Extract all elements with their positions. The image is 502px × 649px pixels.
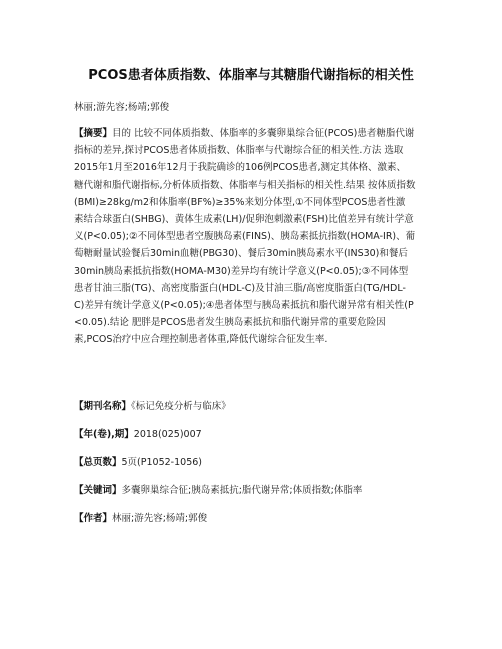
page-count-tag: 【总页数】: [74, 457, 122, 468]
year-issue-row: [74, 426, 202, 440]
year-issue-value: 2018(025)007: [133, 429, 202, 440]
abstract-line: 糖代谢和脂代谢指标,分析体质指数、体脂率与相关指标的相关性.结果 按体质指数: [74, 179, 416, 191]
abstract-section: [74, 125, 434, 349]
paper-title: PCOS患者体质指数、体脂率与其糖脂代谢指标的相关性: [88, 68, 414, 83]
keywords-row: [74, 482, 362, 496]
abstract-text: 目的 比较不同体质指数、体脂率的多囊卵巢综合征(PCOS)患者糖脂代谢: [112, 128, 415, 139]
abstract-line: 义(P<0.05);②不同体型患者空腹胰岛素(FINS)、胰岛素抵抗指数(HOMA-IR)、葡: [74, 231, 416, 243]
abstract-line: 素结合球蛋白(SHBG)、黄体生成素(LH)/促卵泡刺激素(FSH)比值差异有统计学意: [74, 214, 414, 226]
keywords-value: 多囊卵巢综合征;胰岛素抵抗;脂代谢异常;体质指数;体脂率: [121, 485, 363, 496]
abstract-line: <0.05).结论 肥胖是PCOS患者发生胰岛素抵抗和脂代谢异常的重要危险因: [74, 317, 386, 329]
abstract-line: 素,PCOS治疗中应合理控制患者体重,降低代谢综合征发生率.: [74, 334, 328, 346]
abstract-line: 30min胰岛素抵抗指数(HOMA-M30)差异均有统计学意义(P<0.05);③不同体型: [74, 265, 409, 277]
keywords-tag: 【关键词】: [74, 485, 122, 496]
author-list: 林丽;游先容;杨靖;郭俊: [74, 102, 170, 113]
year-issue-tag: 【年(卷),期】: [74, 429, 134, 440]
authors-tag: 【作者】: [74, 513, 113, 524]
abstract-line: 萄糖耐量试验餐后30min血糖(PBG30)、餐后30min胰岛素水平(INS30)和餐后: [74, 248, 408, 260]
abstract-line: 患者甘油三脂(TG)、高密度脂蛋白(HDL-C)及甘油三脂/高密度脂蛋白(TG/HDL-: [74, 282, 406, 294]
page-count-row: [74, 454, 202, 468]
abstract-line: 2015年1月至2016年12月于我院确诊的106例PCOS患者,测定其体格、激素、: [74, 162, 407, 174]
authors-row: [74, 510, 207, 524]
page-count-value: 5页(P1052-1056): [121, 457, 202, 468]
authors-value: 林丽;游先容;杨靖;郭俊: [112, 513, 208, 524]
abstract-tag: 【摘要】: [74, 128, 113, 139]
journal-value: 《标记免疫分析与临床》: [131, 401, 231, 412]
abstract-line: 指标的差异,探讨PCOS患者体质指数、体脂率与代谢综合征的相关性.方法 选取: [74, 145, 404, 157]
abstract-line: (BMI)≥28kg/m2和体脂率(BF%)≥35%来划分体型,①不同体型PCOS患者性激: [74, 196, 406, 208]
abstract-line-1: [74, 125, 434, 142]
journal-tag: 【期刊名称】: [74, 401, 132, 412]
journal-name-row: [74, 398, 231, 412]
abstract-line: C)差异有统计学意义(P<0.05);④患者体型与胰岛素抵抗和脂代谢异常有相关性(P: [74, 300, 414, 312]
